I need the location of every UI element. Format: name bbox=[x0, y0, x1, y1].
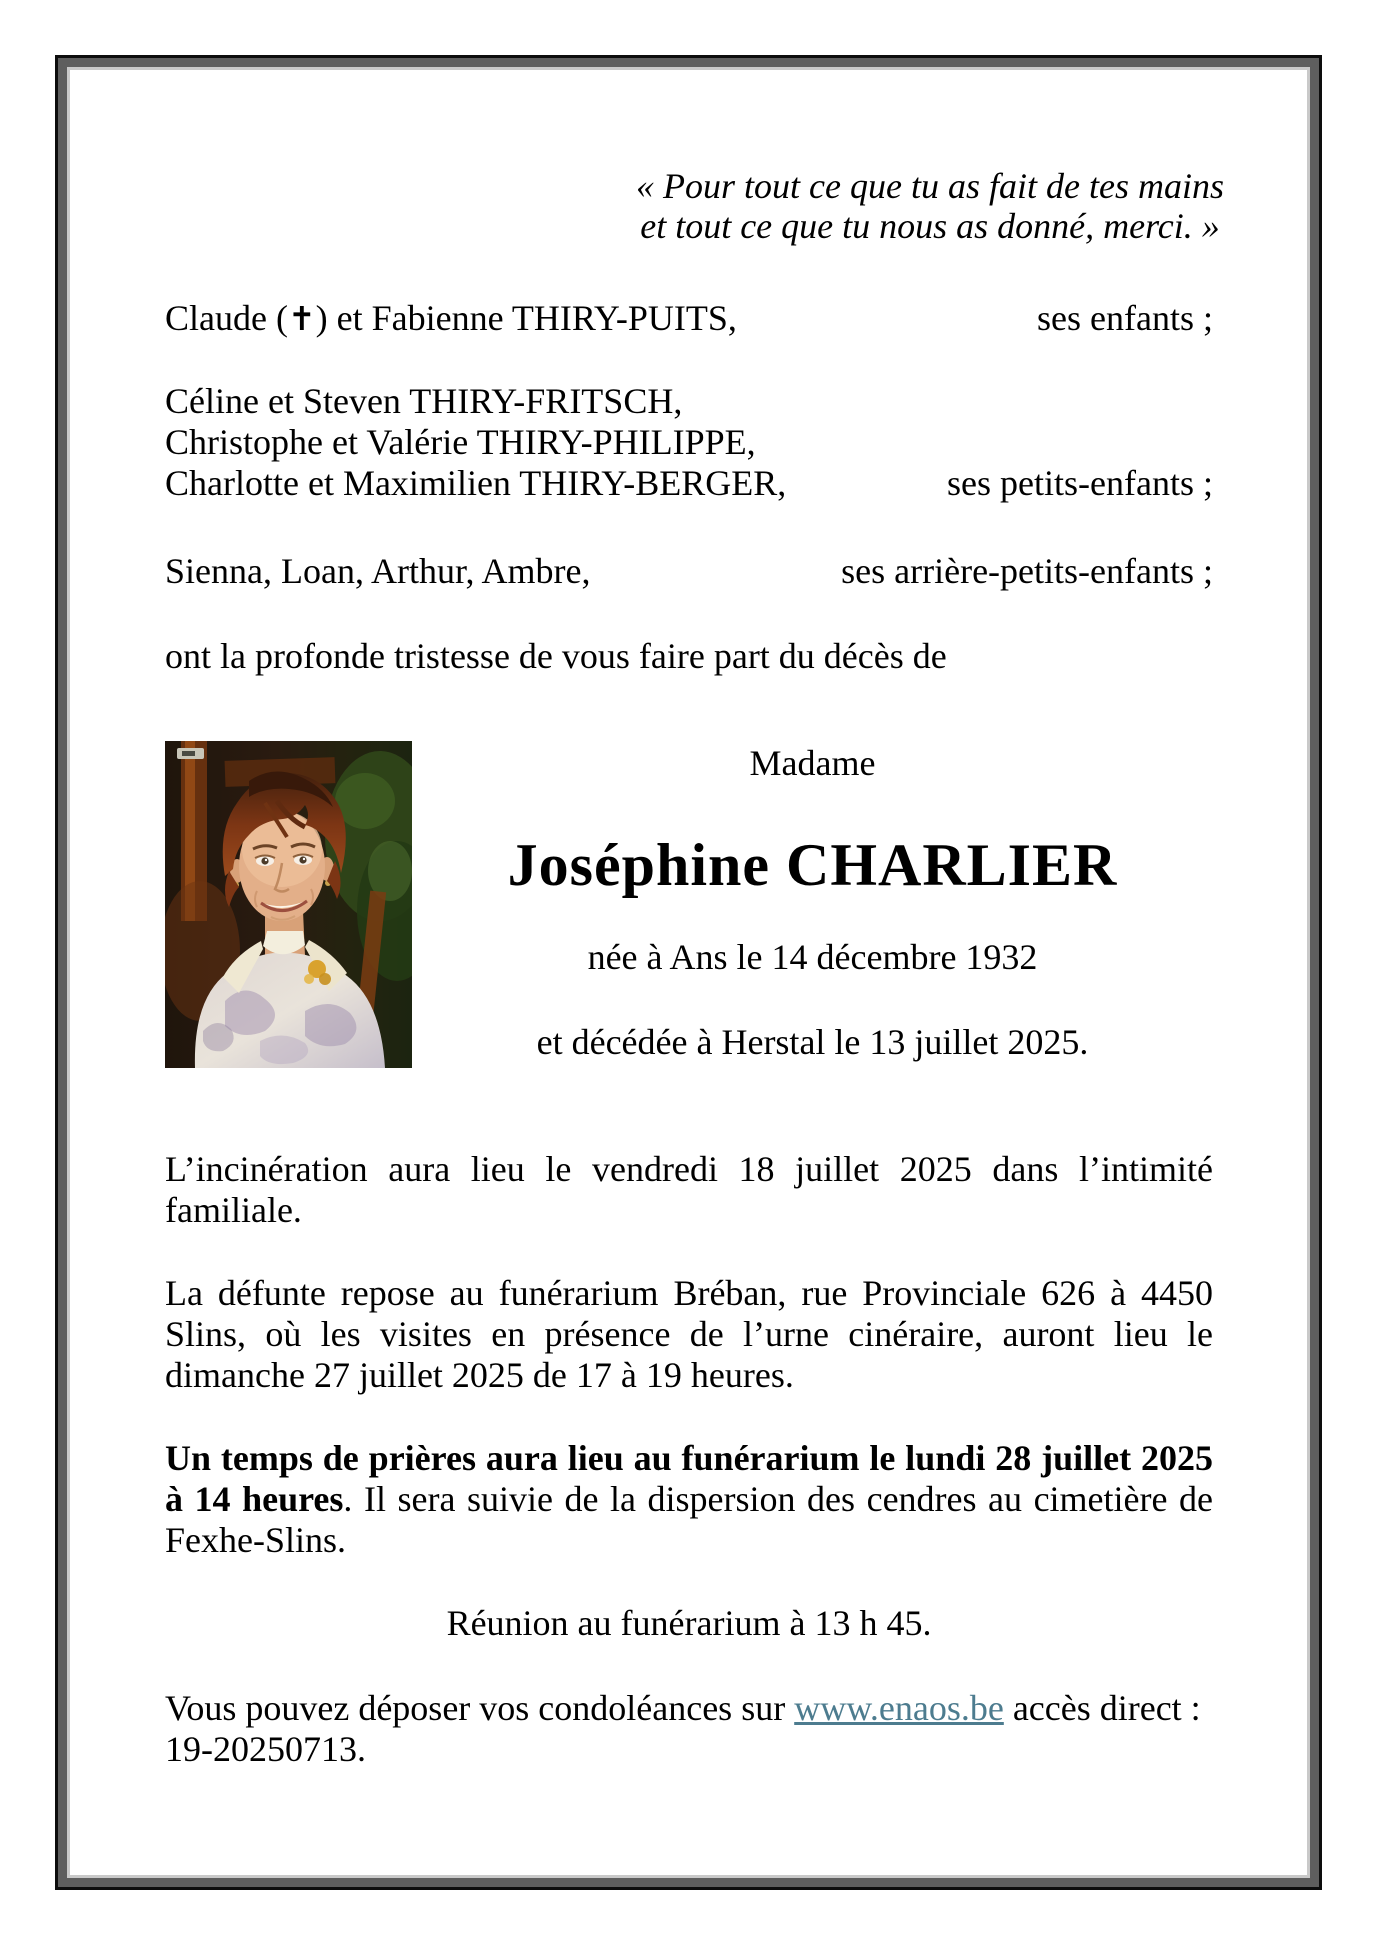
enaos-link[interactable]: www.enaos.be bbox=[794, 1688, 1004, 1728]
repose-paragraph: La défunte repose au funérarium Bréban, rue Provinciale 626 à 4450 Slins, où les visites en présence de l’urne cinéraire, auront lieu le dimanche 27 juillet 2025 de 17 à 19 heures. bbox=[165, 1273, 1213, 1395]
notice-content bbox=[70, 70, 1307, 1875]
great-grandchildren-relation-label: ses arrière-petits-enfants ; bbox=[841, 551, 1213, 591]
family-row-children bbox=[165, 298, 1213, 339]
prayer-bold-text: Un temps de prières aura lieu au funérarium le lundi 28 juillet 2025 à 14 heures bbox=[165, 1438, 1213, 1519]
memorial-quote bbox=[580, 166, 1280, 246]
announcement-line: ont la profonde tristesse de vous faire part du décès de bbox=[165, 636, 947, 676]
condolences-pre-text: Vous pouvez déposer vos condoléances sur bbox=[165, 1688, 795, 1728]
grandchildren-line: Céline et Steven THIRY-FRITSCH, bbox=[165, 381, 683, 421]
children-names bbox=[165, 298, 737, 339]
deceased-salutation: Madame bbox=[749, 743, 876, 783]
grandchildren-line: Charlotte et Maximilien THIRY-BERGER, bbox=[165, 463, 787, 503]
decorative-frame bbox=[55, 55, 1322, 1890]
condolences-post-text: accès direct : 19-20250713. bbox=[165, 1688, 1201, 1769]
family-group-grandchildren bbox=[165, 381, 1213, 504]
portrait-photo bbox=[165, 741, 412, 1068]
quote-line-1: « Pour tout ce que tu as fait de tes mains bbox=[636, 166, 1224, 206]
prayer-rest-text: . Il sera suivie de la dispersion des cendres au cimetière de Fexhe-Slins. bbox=[165, 1479, 1213, 1560]
frame-inner-edge bbox=[67, 67, 1310, 1878]
deceased-identity bbox=[412, 741, 1213, 1064]
great-grandchildren-names: Sienna, Loan, Arthur, Ambre, bbox=[165, 551, 591, 591]
frame-gray-band bbox=[58, 58, 1319, 1887]
children-names-post: ) et Fabienne THIRY-PUITS, bbox=[315, 298, 737, 338]
cremation-paragraph: L’incinération aura lieu le vendredi 18 juillet 2025 dans l’intimité familiale. bbox=[165, 1149, 1213, 1230]
deceased-name: Joséphine CHARLIER bbox=[507, 832, 1118, 898]
prayer-paragraph bbox=[165, 1438, 1213, 1561]
deceased-section bbox=[165, 741, 1213, 1068]
grandchildren-line: Christophe et Valérie THIRY-PHILIPPE, bbox=[165, 422, 756, 462]
condolences-paragraph bbox=[165, 1688, 1213, 1770]
quote-line-2: et tout ce que tu nous as donné, merci. » bbox=[640, 206, 1220, 246]
grandchildren-relation-label: ses petits-enfants ; bbox=[947, 463, 1213, 503]
meeting-line: Réunion au funérarium à 13 h 45. bbox=[446, 1603, 932, 1643]
children-names-pre: Claude ( bbox=[165, 298, 288, 338]
death-line: et décédée à Herstal le 13 juillet 2025. bbox=[536, 1022, 1089, 1062]
deceased-cross-icon: ✝ bbox=[287, 299, 316, 338]
birth-line: née à Ans le 14 décembre 1932 bbox=[587, 937, 1038, 977]
children-relation-label: ses enfants ; bbox=[1037, 298, 1213, 338]
family-row-grandchildren bbox=[165, 463, 1213, 504]
family-row-great-grandchildren bbox=[165, 551, 1213, 592]
